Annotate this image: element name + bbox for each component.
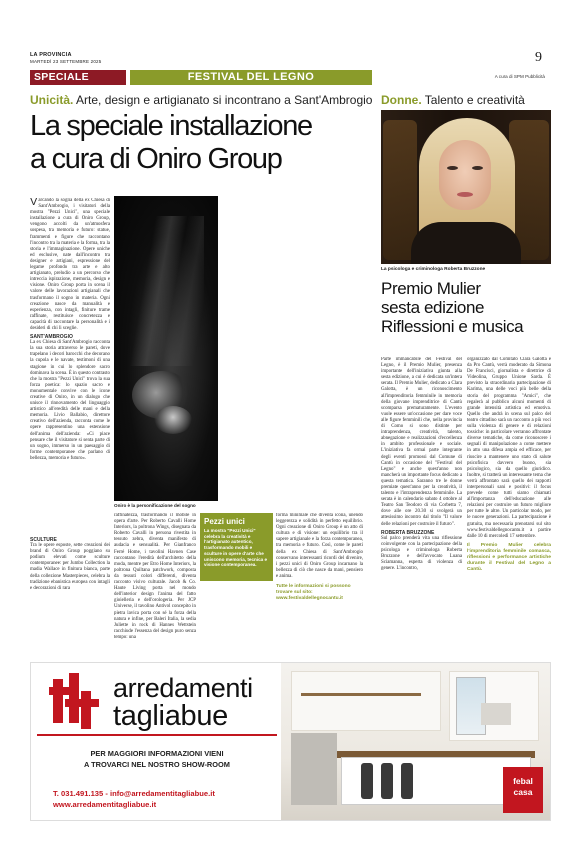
article-column-3 <box>276 513 363 653</box>
febal-casa-logo <box>503 767 543 813</box>
info-line-1: Tutte le informazioni si possono <box>276 584 351 590</box>
issue-date: MARTEDÌ 23 SETTEMBRE 2025 <box>30 59 102 64</box>
bruzzone-caption: La psicologa e criminologa Roberta Bruzzone <box>381 267 486 272</box>
article-headline <box>30 110 370 176</box>
headline-line-2: a cura di Oniro Group <box>30 143 282 175</box>
ad-info-line-2: A TROVARCI NEL NOSTRO SHOW-ROOM <box>84 760 230 769</box>
side-article-headline <box>381 279 556 336</box>
festival-label: FESTIVAL DEL LEGNO <box>130 70 372 85</box>
ad-brand-line-1: arredamenti <box>113 673 253 703</box>
pezzi-box-title: Pezzi unici <box>204 517 245 526</box>
side-article-kicker <box>381 93 525 107</box>
photo-caption: Oniro è la personificazione del sogno <box>114 503 196 508</box>
kitchen-wall-cabinet <box>291 671 441 731</box>
side-headline-line-3: Riflessioni e musica <box>381 317 524 336</box>
kitchen-tall-unit <box>291 733 337 805</box>
column-1-text: arcando la soglia della ex Chiesa di Sant'Ambrogio, i visitatori della mostra "Pezzi Unici", una speciale installazione a cura di Oniro Group, vengono accolti da un'atmosfera sospesa, tra memoria e futuro: statue, frammenti e figure che raccontano l'incontro tra la materia e la forma, tra la storia e l'immaginazione. Opere uniche ed esclusive, nate dall'incontro tra designer e artigiani, espressione del legame profondo tra arte e alto artigianato, preludio a un percorso che intreccia ispirazione, memoria, design e visione. Oniro Group porta in scena il valore delle lavorazioni artigianali che trasformano il sogno in materia. Ogni creazione nasce da manualità e esperienza, con intagli, finiture trame raffinate, restituisce concretezza e capacità di raccontare la personalità e i desideri di chi li sceglie. <box>30 198 110 331</box>
advertisement[interactable] <box>30 662 551 821</box>
ad-phone-email[interactable]: T. 031.491.135 - info@arredamentitagliabue.it <box>53 789 215 798</box>
kitchen-stool <box>401 763 413 799</box>
febal-line-2: casa <box>513 787 533 797</box>
bruzzone-photo <box>381 110 551 264</box>
drop-cap: V <box>30 198 38 208</box>
column-2-text: raffinatezza, trasformando il mobile in opera d'arte. Per Roberto Cavalli Home Interiors, la poltrona Wings, disegnata da Roberto Cavalli in persona rivestita in tessuto zebra, diventa manifesto di audacia e sensualità. Per Gianfranco Ferré Home, i tavolini Havnen Case raccontano l'eredità dell'architetto della moda, mentre per Etro Home Interiors, la poltrona Quiltana patchwork, composta da tessuti colori differenti, diventa racconto visivo culturale. Jacob & Co. Haute Living porta nel mondo dell'interior design l'anima del fatto gioielleria e dell'orologeria. Per JCP Universe, il tavolino Antivol concepito in pietra lavica porta con sé la forza della natura e infine, per Baleri Italia, la sedia Juliette in rock di Hannes Wettstein racchiude l'essenza del design puro senza tempo: una <box>114 513 196 640</box>
photo-drape <box>124 216 204 366</box>
ad-brand-line-2: tagliabue <box>113 700 229 732</box>
photo-chair <box>383 120 417 260</box>
article-kicker <box>30 93 372 107</box>
photo-highlight <box>154 406 192 434</box>
pezzi-unici-box <box>200 513 273 581</box>
tagliabue-logo-icon <box>49 673 101 729</box>
article-column-1-bottom <box>30 535 110 655</box>
newspaper-name: LA PROVINCIA <box>30 52 72 58</box>
side-closing-note: Il Premio Mulier celebra l'imprenditoria femminile comasca, riflessioni e performance artistiche durante il Festival del Legno a Cantù. <box>467 542 551 573</box>
side-column-2-text: organizzato dal Comitato Clara Galotta e da Pro Cantù, verrà moderato da Simona De Francisci, giornalista e direttrice di Videolina, Gruppo Unione Sarda. È previsto la straordinaria partecipazione di Karima, una delle voci più belle della storia del programma "Amici", che regalerà al pubblico alcuni momenti di grande intensità artistica ed emotiva. Quello che andrà in scena sul palco del teatro cittadino sarà un racconto a più voci sulla violenza di genere e di relazioni tossiche: in particolare verranno affrontate diverse tematiche, da come riconoscere i segnali di manipolazione a come mettere in atto una difesa ampia ed efficace, per riuscire a mantenere uno stato di salute psicofisica davvero buono, sia psicologico, sia da quello giuridico. Inoltre, si tratterà un interessante tema che verrà affrontato sarà quello dei rapporti interpersonali sani e positivi: il focus prevede come tutti siamo chiamati all'importanza dell'educazione alle relazioni per costruire un futuro migliore per tutte le altre. Un particolar modo, per le nuove generazioni. La partecipazione è gratuita, ma necessaria prenotarsi sul sito www.festivaldellegnocantu.it a partire dalle 10 di mercoledì 17 settembre. <box>467 357 551 539</box>
kitchen-stool <box>361 763 373 799</box>
photo-jacket <box>411 222 521 264</box>
info-site-link[interactable]: www.festivaldellegnocantu.it <box>276 596 343 602</box>
ad-info-line-1: PER MAGGIORI INFORMAZIONI VIENI <box>90 749 224 758</box>
kitchen-photo <box>281 663 551 821</box>
side-kicker-text: Talento e creatività <box>421 93 525 107</box>
page-number: 9 <box>535 50 542 65</box>
subheading-bruzzone: ROBERTA BRUZZONE <box>381 529 435 536</box>
section-label: SPECIALE <box>30 70 126 85</box>
photo-eyes <box>447 166 483 171</box>
kicker-text: Arte, design e artigianato si incontrano a Sant'Ambrogio <box>73 93 373 107</box>
kitchen-shelf <box>301 693 421 696</box>
headline-line-1: La speciale installazione <box>30 110 312 142</box>
kitchen-hood <box>481 703 511 725</box>
kitchen-stool <box>381 763 393 799</box>
side-headline-line-1: Premio Mulier <box>381 279 481 298</box>
ad-divider <box>37 734 277 736</box>
santambrogio-text: La ex Chiesa di Sant'Ambrogio racconta la sua storia attraverso le pareti, dove trapelano i decori barocchi che decorano la cupola e le navate, testimoni di una stagione in cui lo splendore sacro dominava la scena. È in questo contrasto che la mostra "Pezzi Unici" trova la sua forza poetica: lo spazio sacro e monumentale convive con le icone creative di Oniro, in un dialogo che unisce il rinnovamento del linguaggio artistico all'eredità delle mani e della memoria. Livio Ballabio, direttore creativo dell'azienda, racconta come le opere rappresentino una estensione dell'anima dell'azienda: «Ci piace pensare che il visitatore si senta parte di un sogno, immerso in un paesaggio di forme contemporanee che parlano di bellezza, memoria e futuro». <box>30 340 110 461</box>
kicker-bold: Unicità. <box>30 93 74 107</box>
sculture-text: Tra le opere esposte, sette creazioni dei brand di Oniro Group poggiano su podium elevati come sculture contemporanee: per Jumbo Collection la madia Wallace in finitura bianca, parte della collezione Masterpieces, celebra la tradizione ebanistica europea con intagli e decorazioni di rara <box>30 543 110 591</box>
article-column-1 <box>30 198 110 533</box>
photo-lips <box>457 192 473 197</box>
photo-face <box>439 140 491 210</box>
info-line-2: trovare sul sito: <box>276 590 313 596</box>
side-kicker-bold: Donne. <box>381 93 422 107</box>
subheading-santambrogio: SANT'AMBROGIO <box>30 334 73 341</box>
subheading-sculture: SCULTURE <box>30 537 57 543</box>
newspaper-masthead <box>30 52 101 64</box>
side-headline-line-2: sesta edizione <box>381 298 485 317</box>
pezzi-box-text: La mostra "Pezzi Unici" celebra la creatività e l'artigianato autentico, trasformando mobili e sculture in opere d'arte che uniscono memoria, tecnica e visione contemporanea. <box>204 528 268 568</box>
ad-website-link[interactable]: www.arredamentitagliabue.it <box>53 799 157 809</box>
side-column-2 <box>467 357 551 647</box>
ad-contacts <box>53 789 215 810</box>
side-column-1-text: Parte immancabile del Festival del Legno, è il Premio Mulier, presenza importante dell'iniziativa giunta alla sesta edizione, a cui è dedicata un'intera serata. Il Premio Mulier, dedicato a Clara Galotta, è un riconoscimento all'imprenditoria femminile in memoria della giovane imprenditrice di Cantù scomparsa prematuramente. L'evento vuole essere un'occasione per dare voce alle figure femminili che, nella provincia di Como si sono distinte per intraprendenza, creatività, talento, abnegazione e realizzazioni d'eccellenza in ambito professionale e sociale. L'iniziativa fa ormai parte integrante degli eventi promossi dal Comune di Cantù in occasione del "Festival del Legno" e anche quest'anno non mancherà un importante focus dedicato a questa tematica. Saranno tre le donne premiate quest'anno per la creatività, il talento e l'intraprendenza femminile. La serata è in calendario sabato 4 ottobre al Teatro San Teodoro di via Corbetta 7, dove alle ore 20.30 si svolgerà un attesissimo incontro dal titolo "Il valore delle relazioni per costruire il futuro". <box>381 357 462 527</box>
febal-line-1: febal <box>513 776 533 786</box>
side-column-1 <box>381 357 462 647</box>
column-3-text: forma minimale che diventa icona, unendo leggerezza e solidità in perfetto equilibrio. Ogni creazione di Oniro Group è un atto di cultura e di visione: un equilibrio tra il sapere artigianale e la forza contemporanea, tra memoria e futuro. Così, come le pareti della ex Chiesa di Sant'Ambrogio conservano interessanti ricordi del divenire, i pezzi unici di Oniro Group incarnano la bellezza di ciò che nasce da mani, pensiero e anima. <box>276 513 363 579</box>
article-column-2 <box>114 513 196 653</box>
bruzzone-text: Sul palco prenderà vita una riflessione coinvolgente con la partecipazione della psicologa e criminologa Roberta Bruzzone e dell'avvocato Luana Sciamanna, esperta di violenza di genere. L'incontro, <box>381 535 462 572</box>
installation-photo <box>114 196 218 501</box>
sponsor-credit: A cura di SPM Pubblicità <box>494 74 545 79</box>
section-bar <box>30 70 551 85</box>
